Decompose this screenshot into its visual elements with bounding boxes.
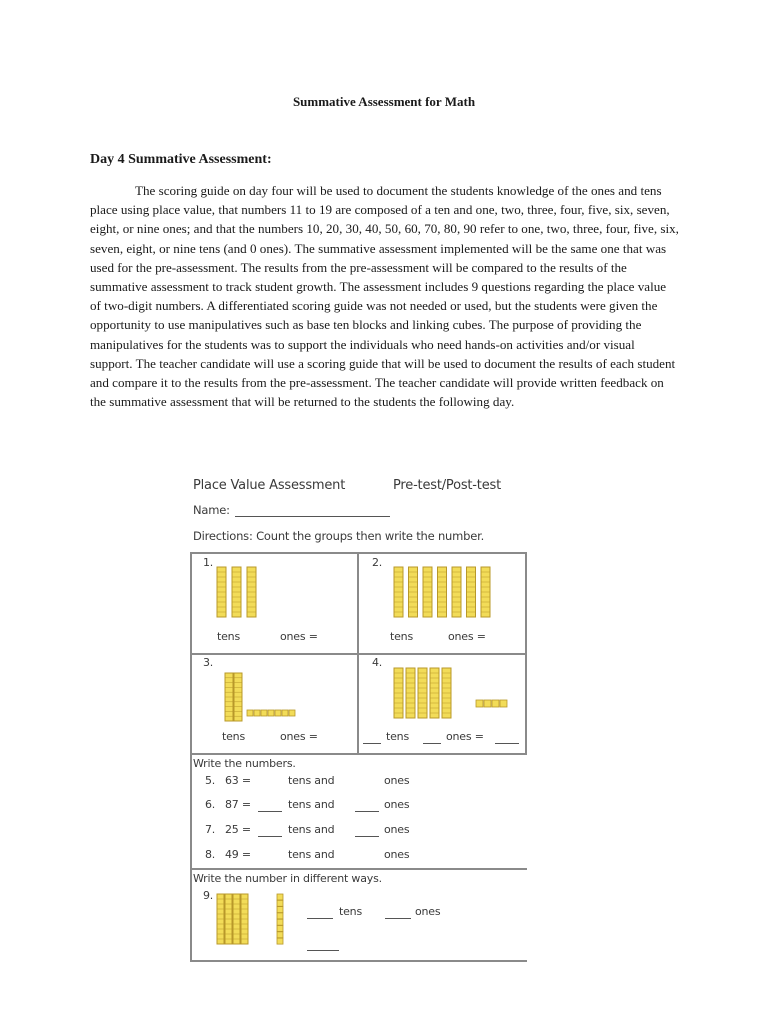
q7-tens-blank <box>258 836 282 837</box>
q6-ones-blank <box>355 811 379 812</box>
q4-ones-label: ones = <box>446 730 484 743</box>
write-numbers-heading: Write the numbers. <box>193 757 296 770</box>
q8-tens: tens and <box>288 848 335 861</box>
q9-number: 9. <box>203 889 214 902</box>
q9-ones-label: ones <box>415 905 441 918</box>
q2-base-ten-blocks <box>394 567 504 619</box>
q7-ones-blank <box>355 836 379 837</box>
ones-cube <box>247 710 253 716</box>
grid-border-left <box>190 552 192 962</box>
q2-tens-label: tens <box>390 630 413 643</box>
q4-ones-blank <box>423 743 441 744</box>
q7-value: 25 = <box>225 823 251 836</box>
ones-cube <box>277 913 283 919</box>
q5-row: 5. <box>205 774 216 787</box>
section-divider <box>190 868 527 870</box>
q6-tens-blank <box>258 811 282 812</box>
q8-value: 49 = <box>225 848 251 861</box>
worksheet-image <box>185 470 535 968</box>
q6-tens: tens and <box>288 798 335 811</box>
q7-ones: ones <box>384 823 410 836</box>
q2-number: 2. <box>372 556 383 569</box>
different-ways-heading: Write the number in different ways. <box>193 872 382 885</box>
q6-row: 6. <box>205 798 216 811</box>
ones-cube <box>277 938 283 944</box>
q9-base-ten-blocks <box>217 894 287 946</box>
ones-cube <box>492 700 499 707</box>
body-paragraph: The scoring guide on day four will be used to document the students knowledge of the ones and tens place using place value, that numbers 11 to 19 are composed of a ten and one, two, three, four, five, six, seven, eight, or nine ones; and that the numbers 10, 20, 30, 40, 50, 60, 70, 80, 90 refer to one, two, three, four, five, six, seven, eight, or nine tens (and 0 ones). The summative assessment implemented will be the same one that was used for the pre-assessment. The results from the pre-assessment will be compared to the results of the summative assessment to track student growth. The assessment includes 9 questions regarding the place value of two-digit numbers. A differentiated scoring guide was not needed or used, but the students were given the opportunity to use manipulatives such as base ten blocks and linking cubes. The purpose of providing the manipulatives for the students was to support the individuals who need hands-on activities and/or visual support. The teacher candidate will use a scoring guide that will be used to document the results of each student and compare it to the results from the pre-assessment. The teacher candidate will provide written feedback on the summative assessment that will be returned to the students the following day. <box>90 183 679 410</box>
ones-cube <box>277 894 283 900</box>
worksheet-title: Place Value Assessment <box>193 478 346 493</box>
q1-tens-label: tens <box>217 630 240 643</box>
q1-base-ten-blocks <box>217 567 267 619</box>
q3-ones-label: ones = <box>280 730 318 743</box>
q3-base-ten-blocks <box>225 673 305 723</box>
ones-cube <box>275 710 281 716</box>
q5-tens: tens and <box>288 774 335 787</box>
q9-number-blank <box>307 950 339 951</box>
ones-cube <box>277 932 283 938</box>
q3-number: 3. <box>203 656 214 669</box>
grid-divider-bottom <box>190 753 527 755</box>
q5-value: 63 = <box>225 774 251 787</box>
ones-cube <box>484 700 491 707</box>
ones-cube <box>277 926 283 932</box>
q9-tens-label: tens <box>339 905 362 918</box>
ones-cube <box>277 919 283 925</box>
q9-tens-blank <box>307 918 333 919</box>
q6-ones: ones <box>384 798 410 811</box>
q8-ones: ones <box>384 848 410 861</box>
q1-ones-label: ones = <box>280 630 318 643</box>
ones-cube <box>282 710 288 716</box>
worksheet-name-label: Name: <box>193 503 230 517</box>
q3-tens-label: tens <box>222 730 245 743</box>
ones-cube <box>476 700 483 707</box>
q9-ones-blank <box>385 918 411 919</box>
worksheet-directions: Directions: Count the groups then write the number. <box>193 529 485 543</box>
q4-tens-blank <box>363 743 381 744</box>
q4-answer-blank <box>495 743 519 744</box>
section-heading: Day 4 Summative Assessment: <box>90 152 272 167</box>
q4-tens-label: tens <box>386 730 409 743</box>
ones-cube <box>500 700 507 707</box>
q5-ones: ones <box>384 774 410 787</box>
ones-cube <box>277 900 283 906</box>
worksheet-subtitle: Pre-test/Post-test <box>393 478 501 493</box>
q4-number: 4. <box>372 656 383 669</box>
q4-base-ten-blocks <box>394 668 514 720</box>
ones-cube <box>254 710 260 716</box>
name-line <box>235 516 390 517</box>
q7-tens: tens and <box>288 823 335 836</box>
q7-row: 7. <box>205 823 216 836</box>
grid-divider-middle <box>190 653 527 655</box>
q8-row: 8. <box>205 848 216 861</box>
q2-ones-label: ones = <box>448 630 486 643</box>
worksheet-bottom <box>190 960 527 962</box>
ones-cube <box>277 907 283 913</box>
q1-number: 1. <box>203 556 214 569</box>
q6-value: 87 = <box>225 798 251 811</box>
page-title: Summative Assessment for Math <box>292 94 476 109</box>
ones-cube <box>289 710 295 716</box>
ones-cube <box>268 710 274 716</box>
ones-cube <box>261 710 267 716</box>
